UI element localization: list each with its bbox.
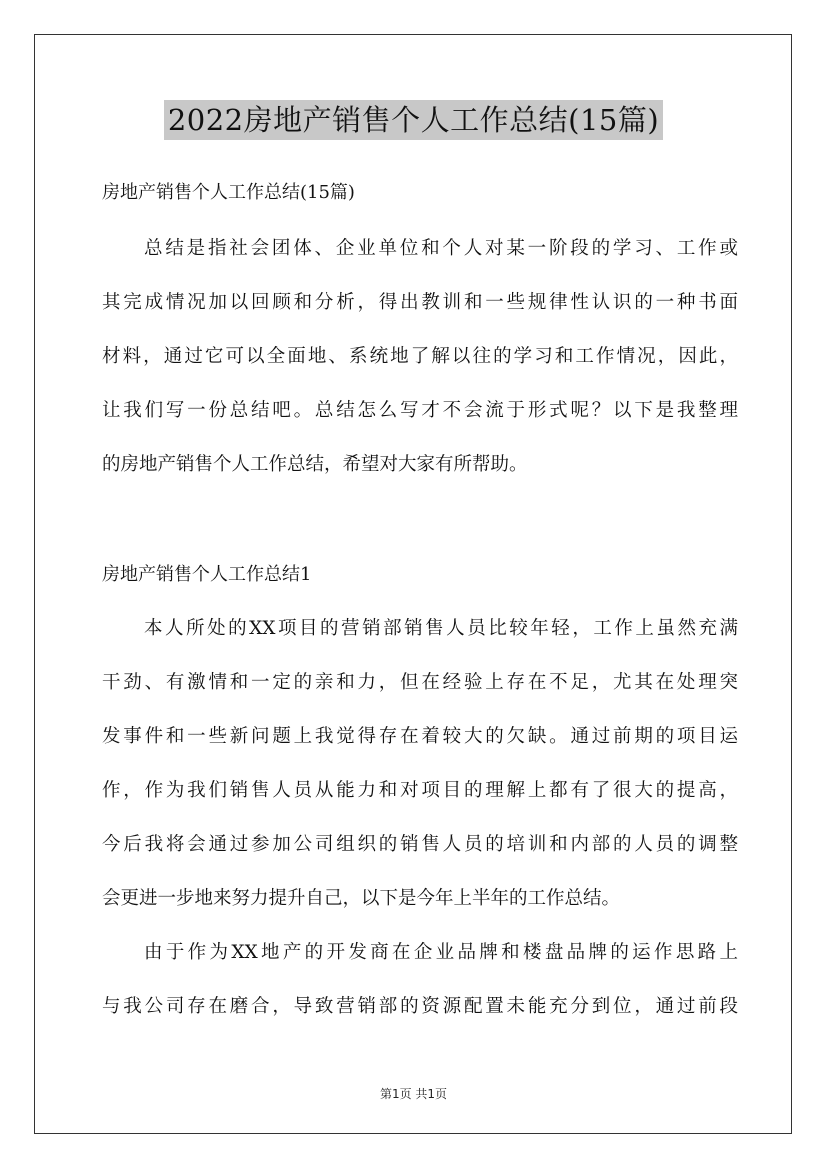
document-title [0,100,827,140]
paragraph-line: 由于作为XX地产的开发商在企业品牌和楼盘品牌的运作思路上 [144,942,738,963]
paragraph-line: 会更进一步地来努力提升自己，以下是今年上半年的工作总结。 [102,888,621,909]
paragraph-line: 干劲、有激情和一定的亲和力，但在经验上存在不足，尤其在处理突 [102,672,738,693]
paragraph-line: 的房地产销售个人工作总结，希望对大家有所帮助。 [102,454,528,475]
paragraph-line: 发事件和一些新问题上我觉得存在着较大的欠缺。通过前期的项目运 [102,726,738,747]
section1-paragraph-1 [102,616,738,940]
paragraph-line: 本人所处的XX项目的营销部销售人员比较年轻，工作上虽然充满 [144,618,738,639]
section1-paragraph-2 [102,940,738,1048]
paragraph-line: 作，作为我们销售人员从能力和对项目的理解上都有了很大的提高， [102,780,738,801]
intro-paragraph [102,236,738,506]
section-heading: 房地产销售个人工作总结1 [102,564,312,585]
document-subtitle: 房地产销售个人工作总结(15篇) [102,182,355,203]
paragraph-line: 与我公司存在磨合，导致营销部的资源配置未能充分到位，通过前段 [102,996,738,1017]
page-number-footer: 第1页 共1页 [379,1087,448,1101]
paragraph-line: 其完成情况加以回顾和分析，得出教训和一些规律性认识的一种书面 [102,292,738,313]
document-title-text: 2022房地产销售个人工作总结(15篇) [164,100,663,140]
paragraph-line: 总结是指社会团体、企业单位和个人对某一阶段的学习、工作或 [144,238,738,259]
paragraph-line: 今后我将会通过参加公司组织的销售人员的培训和内部的人员的调整 [102,834,738,855]
paragraph-line: 让我们写一份总结吧。总结怎么写才不会流于形式呢？以下是我整理 [102,400,738,421]
paragraph-line: 材料，通过它可以全面地、系统地了解以往的学习和工作情况，因此， [102,346,738,367]
